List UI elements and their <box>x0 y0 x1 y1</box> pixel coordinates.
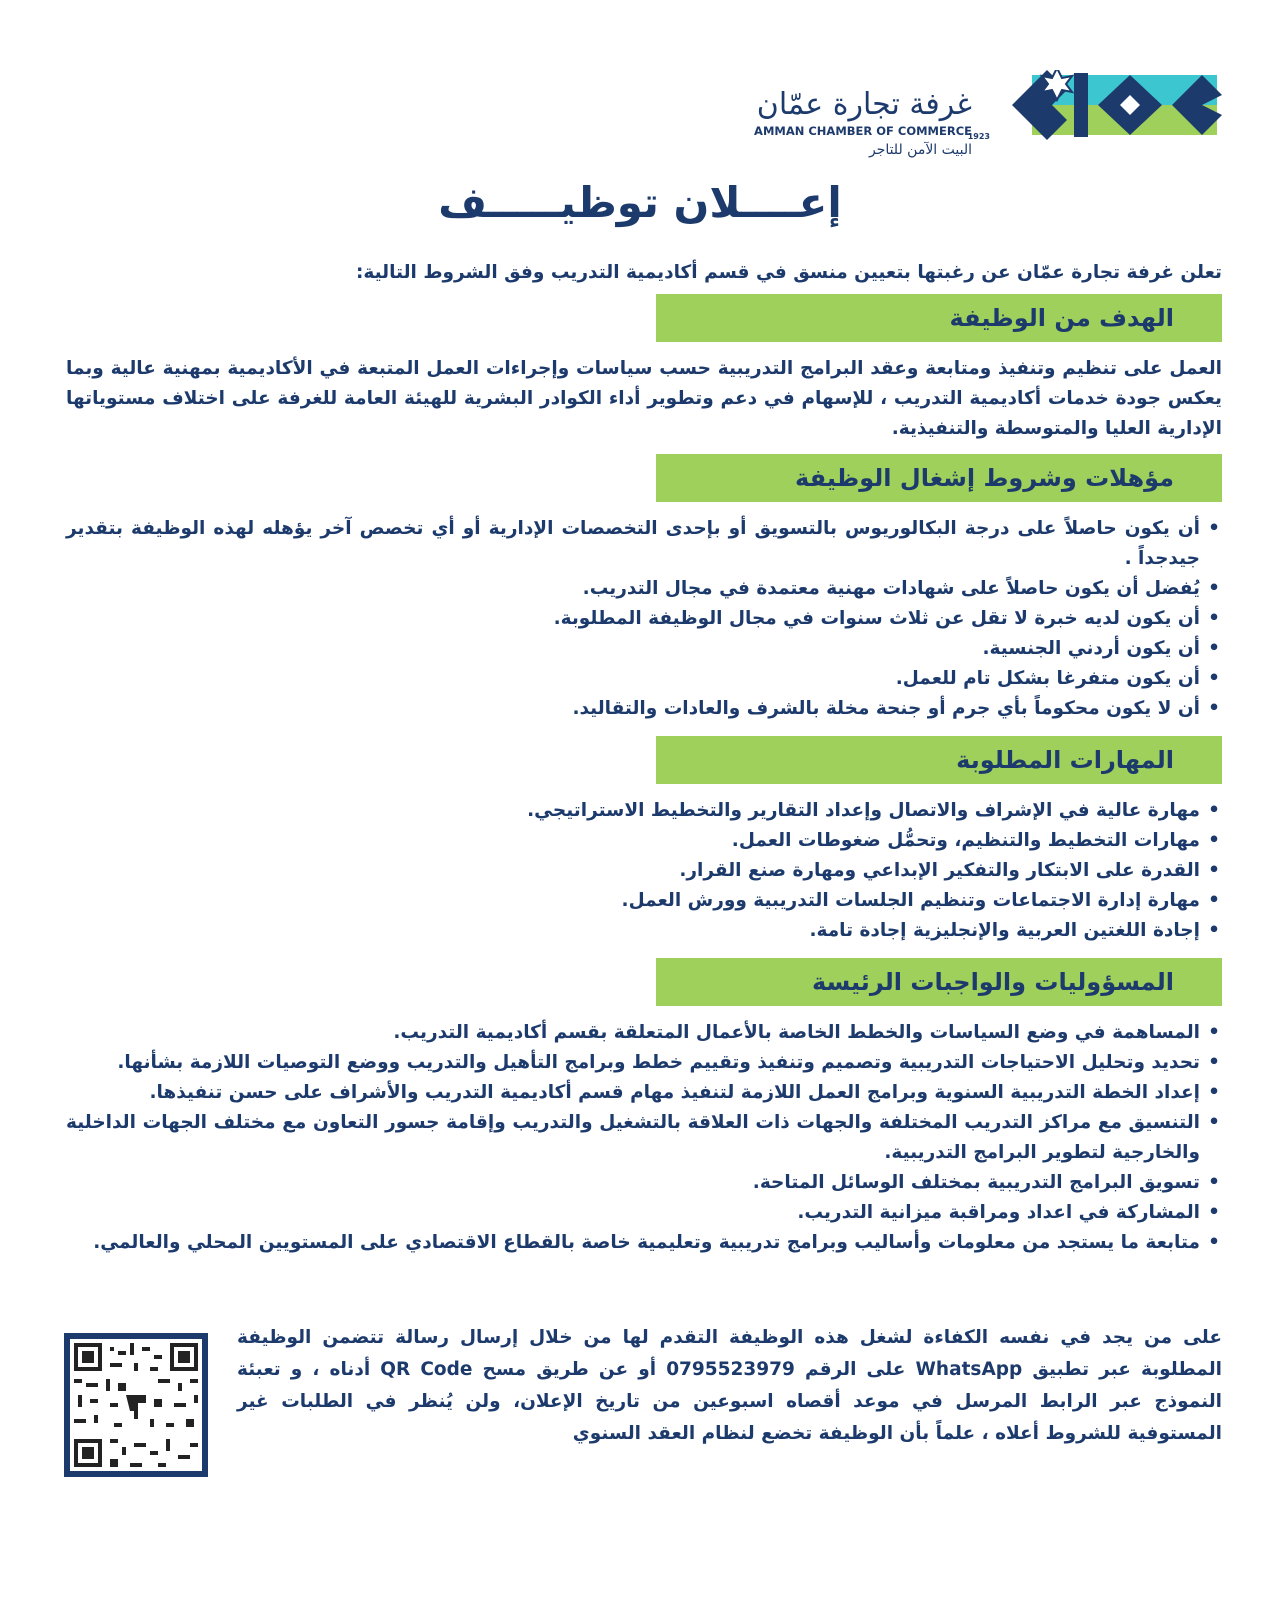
list-item: • أن يكون لديه خبرة لا تقل عن ثلاث سنوات في مجال الوظيفة المطلوبة. <box>66 604 1200 634</box>
list-item: • أن يكون حاصلاً على درجة البكالوريوس بالتسويق أو بإحدى التخصصات الإدارية أو أي تخصص آخر يؤهله لهذه الوظيفة بتقدير جيدجداً . <box>66 514 1200 574</box>
list-item: • التنسيق مع مراكز التدريب المختلفة والجهات ذات العلاقة بالتشغيل والتدريب وإقامة جسور التعاون مع مختلف الجهات الداخلية والخارجية لتطوير البرامج التدريبية. <box>66 1108 1200 1168</box>
section-heading-goal: الهدف من الوظيفة <box>656 294 1222 342</box>
section-heading-skills: المهارات المطلوبة <box>656 736 1222 784</box>
list-item: • تسويق البرامج التدريبية بمختلف الوسائل المتاحة. <box>66 1168 1200 1198</box>
header <box>742 62 1222 172</box>
skills-list <box>66 796 1222 946</box>
list-item: • المشاركة في اعداد ومراقبة ميزانية التدريب. <box>66 1198 1200 1228</box>
application-instructions: على من يجد في نفسه الكفاءة لشغل هذه الوظيفة التقدم لها من خلال إرسال رسالة تتضمن الوظيفة المطلوبة عبر تطبيق WhatsApp على الرقم 0795523979 أو عن طريق مسح QR Code أدناه ، و تعبئة النموذج عبر الرابط المرسل في موعد أقصاه اسبوعين من تاريخ الإعلان، ولن يُنظر في الطلبات غير المستوفية للشروط أعلاه ، علماً بأن الوظيفة تخضع لنظام العقد السنوي <box>237 1327 1223 1444</box>
list-item: • متابعة ما يستجد من معلومات وأساليب وبرامج تدريبية وتعليمية خاصة بالقطاع الاقتصادي على المستويين المحلي والعالمي. <box>66 1228 1200 1258</box>
list-item: • إعداد الخطة التدريبية السنوية وبرامج العمل اللازمة لتنفيذ مهام قسم أكاديمية التدريب والأشراف على حسن تنفيذها. <box>66 1078 1200 1108</box>
list-item: • يُفضل أن يكون حاصلاً على شهادات مهنية معتمدة في مجال التدريب. <box>66 574 1200 604</box>
list-item: • مهارات التخطيط والتنظيم، وتحمُّل ضغوطات العمل. <box>66 826 1200 856</box>
list-item: • أن يكون أردني الجنسية. <box>66 634 1200 664</box>
org-slogan: البيت الآمن للتاجر <box>868 142 972 158</box>
qr-code[interactable] <box>64 1333 208 1477</box>
page-title: إعــــلان توظيـــــف <box>438 178 842 227</box>
list-item: • القدرة على الابتكار والتفكير الإبداعي ومهارة صنع القرار. <box>66 856 1200 886</box>
qr-code-pattern <box>70 1339 202 1471</box>
responsibilities-list <box>66 1018 1222 1258</box>
org-name-block <box>754 88 972 158</box>
goal-paragraph: العمل على تنظيم وتنفيذ ومتابعة وعقد البرامج التدريبية حسب سياسات وإجراءات العمل المتبعة في الأكاديمية بمهنية عالية وبما يعكس جودة خدمات أكاديمية التدريب ، للإسهام في دعم وتطوير أداء الكوادر البشرية للهيئة العامة للغرفة على اختلاف مستوياتها الإدارية العليا والمتوسطة والتنفيذية. <box>66 358 1222 439</box>
list-item: • أن يكون متفرغا بشكل تام للعمل. <box>66 664 1200 694</box>
list-item: • مهارة إدارة الاجتماعات وتنظيم الجلسات التدريبية وورش العمل. <box>66 886 1200 916</box>
intro-text: تعلن غرفة تجارة عمّان عن رغبتها بتعيين منسق في قسم أكاديمية التدريب وفق الشروط التالية: <box>355 262 1222 283</box>
section-heading-qualifications: مؤهلات وشروط إشغال الوظيفة <box>656 454 1222 502</box>
org-name-en: AMMAN CHAMBER OF COMMERCE <box>754 124 972 138</box>
list-item: • إجادة اللغتين العربية والإنجليزية إجادة تامة. <box>66 916 1200 946</box>
founding-year: 1923 <box>967 132 990 141</box>
org-name-ar: غرفة تجارة عمّان <box>756 87 972 122</box>
list-item: • أن لا يكون محكوماً بأي جرم أو جنحة مخلة بالشرف والعادات والتقاليد. <box>66 694 1200 724</box>
amman-chamber-logo <box>1012 70 1222 140</box>
qualifications-list <box>66 514 1222 724</box>
list-item: • مهارة عالية في الإشراف والاتصال وإعداد التقارير والتخطيط الاستراتيجي. <box>66 796 1200 826</box>
list-item: • المساهمة في وضع السياسات والخطط الخاصة بالأعمال المتعلقة بقسم أكاديمية التدريب. <box>66 1018 1200 1048</box>
main-content <box>66 258 1222 1270</box>
list-item: • تحديد وتحليل الاحتياجات التدريبية وتصميم وتنفيذ وتقييم خطط وبرامج التأهيل والتدريب ووضع التوصيات اللازمة بشأنها. <box>66 1048 1200 1078</box>
section-heading-responsibilities: المسؤوليات والواجبات الرئيسة <box>656 958 1222 1006</box>
